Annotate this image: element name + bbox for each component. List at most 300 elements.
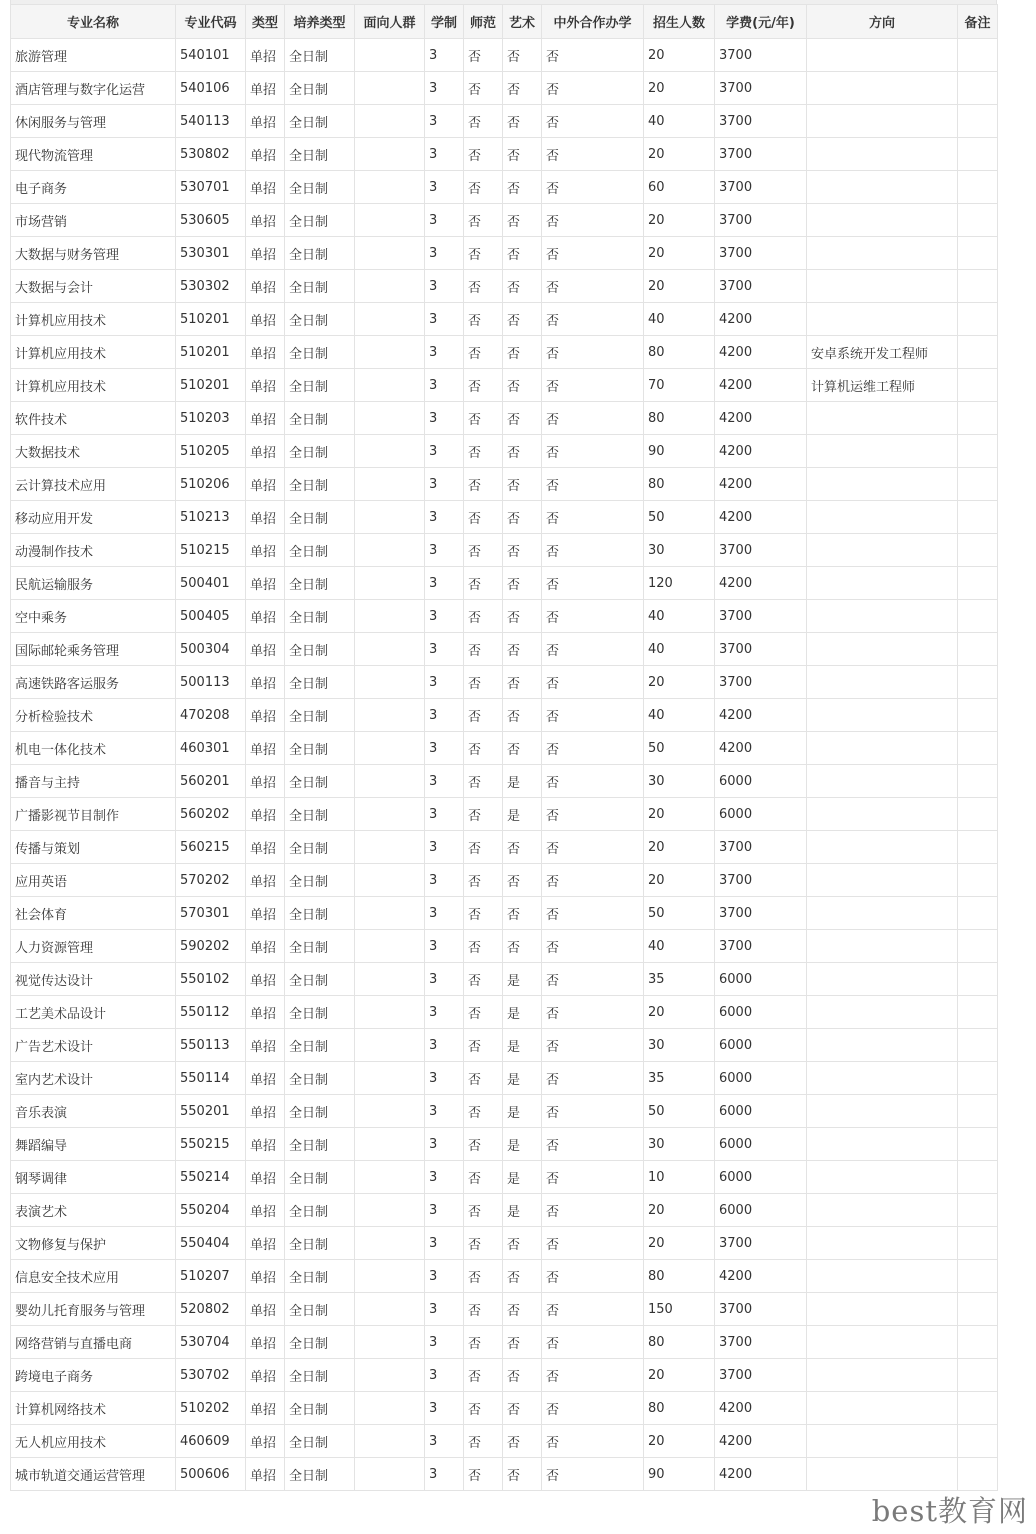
cell-study-mode: 全日制 — [285, 435, 355, 468]
cell-duration: 3 — [425, 1392, 464, 1425]
cell-major-code: 550114 — [176, 1062, 246, 1095]
cell-normal: 否 — [464, 633, 503, 666]
header-enrollment: 招生人数 — [644, 5, 715, 39]
cell-major-name: 移动应用开发 — [11, 501, 176, 534]
cell-type: 单招 — [246, 699, 285, 732]
cell-target-group — [355, 1062, 425, 1095]
cell-duration: 3 — [425, 963, 464, 996]
cell-sino-foreign: 否 — [542, 666, 644, 699]
table-row — [11, 138, 998, 171]
cell-direction — [807, 501, 958, 534]
cell-tuition: 3700 — [715, 633, 807, 666]
cell-art: 否 — [503, 1293, 542, 1326]
header-type: 类型 — [246, 5, 285, 39]
table-row — [11, 666, 998, 699]
cell-type: 单招 — [246, 402, 285, 435]
cell-tuition: 4200 — [715, 435, 807, 468]
cell-direction — [807, 633, 958, 666]
cell-target-group — [355, 963, 425, 996]
cell-target-group — [355, 897, 425, 930]
cell-major-code: 530802 — [176, 138, 246, 171]
cell-major-code: 590202 — [176, 930, 246, 963]
cell-study-mode: 全日制 — [285, 1425, 355, 1458]
cell-sino-foreign: 否 — [542, 1392, 644, 1425]
cell-duration: 3 — [425, 1095, 464, 1128]
cell-type: 单招 — [246, 600, 285, 633]
cell-normal: 否 — [464, 567, 503, 600]
cell-tuition: 6000 — [715, 1161, 807, 1194]
cell-direction — [807, 72, 958, 105]
cell-remarks — [958, 1326, 998, 1359]
header-remarks: 备注 — [958, 5, 998, 39]
cell-enrollment: 30 — [644, 534, 715, 567]
cell-normal: 否 — [464, 336, 503, 369]
table-row — [11, 600, 998, 633]
table-row — [11, 1227, 998, 1260]
cell-normal: 否 — [464, 765, 503, 798]
cell-duration: 3 — [425, 666, 464, 699]
cell-target-group — [355, 732, 425, 765]
cell-sino-foreign: 否 — [542, 303, 644, 336]
cell-sino-foreign: 否 — [542, 237, 644, 270]
cell-study-mode: 全日制 — [285, 1062, 355, 1095]
cell-target-group — [355, 1458, 425, 1491]
cell-major-name: 婴幼儿托育服务与管理 — [11, 1293, 176, 1326]
cell-normal: 否 — [464, 501, 503, 534]
cell-art: 否 — [503, 930, 542, 963]
table-row — [11, 831, 998, 864]
cell-target-group — [355, 237, 425, 270]
cell-art: 是 — [503, 1128, 542, 1161]
cell-normal: 否 — [464, 600, 503, 633]
cell-enrollment: 70 — [644, 369, 715, 402]
table-row — [11, 1425, 998, 1458]
cell-major-name: 大数据技术 — [11, 435, 176, 468]
cell-direction — [807, 732, 958, 765]
cell-art: 否 — [503, 435, 542, 468]
cell-tuition: 3700 — [715, 138, 807, 171]
table-row — [11, 1029, 998, 1062]
cell-remarks — [958, 270, 998, 303]
cell-study-mode: 全日制 — [285, 765, 355, 798]
cell-direction — [807, 1326, 958, 1359]
cell-direction — [807, 402, 958, 435]
cell-major-code: 530301 — [176, 237, 246, 270]
table-row — [11, 699, 998, 732]
cell-type: 单招 — [246, 501, 285, 534]
cell-art: 否 — [503, 831, 542, 864]
cell-normal: 否 — [464, 1227, 503, 1260]
cell-type: 单招 — [246, 1425, 285, 1458]
cell-normal: 否 — [464, 963, 503, 996]
cell-normal: 否 — [464, 171, 503, 204]
cell-remarks — [958, 171, 998, 204]
cell-tuition: 4200 — [715, 732, 807, 765]
cell-normal: 否 — [464, 996, 503, 1029]
cell-duration: 3 — [425, 600, 464, 633]
cell-remarks — [958, 1458, 998, 1491]
cell-type: 单招 — [246, 897, 285, 930]
cell-study-mode: 全日制 — [285, 567, 355, 600]
cell-sino-foreign: 否 — [542, 1029, 644, 1062]
cell-duration: 3 — [425, 996, 464, 1029]
cell-sino-foreign: 否 — [542, 1095, 644, 1128]
cell-normal: 否 — [464, 435, 503, 468]
cell-normal: 否 — [464, 930, 503, 963]
cell-enrollment: 80 — [644, 468, 715, 501]
table-header — [11, 5, 998, 39]
cell-enrollment: 150 — [644, 1293, 715, 1326]
cell-tuition: 3700 — [715, 831, 807, 864]
cell-tuition: 3700 — [715, 1227, 807, 1260]
cell-study-mode: 全日制 — [285, 633, 355, 666]
cell-major-name: 广告艺术设计 — [11, 1029, 176, 1062]
cell-normal: 否 — [464, 468, 503, 501]
table-row — [11, 336, 998, 369]
cell-tuition: 4200 — [715, 1458, 807, 1491]
table-row — [11, 1359, 998, 1392]
cell-target-group — [355, 1161, 425, 1194]
cell-direction — [807, 171, 958, 204]
cell-major-code: 500606 — [176, 1458, 246, 1491]
table-row — [11, 303, 998, 336]
cell-major-name: 酒店管理与数字化运营 — [11, 72, 176, 105]
cell-type: 单招 — [246, 1458, 285, 1491]
cell-duration: 3 — [425, 1227, 464, 1260]
cell-duration: 3 — [425, 567, 464, 600]
cell-sino-foreign: 否 — [542, 534, 644, 567]
table-row — [11, 237, 998, 270]
table-row — [11, 798, 998, 831]
cell-direction — [807, 435, 958, 468]
cell-study-mode: 全日制 — [285, 1260, 355, 1293]
table-row — [11, 864, 998, 897]
cell-tuition: 3700 — [715, 1293, 807, 1326]
cell-duration: 3 — [425, 138, 464, 171]
cell-type: 单招 — [246, 666, 285, 699]
cell-major-code: 510201 — [176, 369, 246, 402]
cell-duration: 3 — [425, 501, 464, 534]
cell-study-mode: 全日制 — [285, 303, 355, 336]
cell-remarks — [958, 39, 998, 72]
cell-enrollment: 20 — [644, 72, 715, 105]
cell-sino-foreign: 否 — [542, 567, 644, 600]
cell-target-group — [355, 1260, 425, 1293]
cell-direction — [807, 1062, 958, 1095]
cell-target-group — [355, 39, 425, 72]
cell-study-mode: 全日制 — [285, 105, 355, 138]
table-row — [11, 1260, 998, 1293]
cell-major-code: 510201 — [176, 336, 246, 369]
cell-tuition: 6000 — [715, 798, 807, 831]
cell-target-group — [355, 1194, 425, 1227]
cell-major-name: 信息安全技术应用 — [11, 1260, 176, 1293]
cell-direction — [807, 534, 958, 567]
table-row — [11, 1128, 998, 1161]
cell-type: 单招 — [246, 303, 285, 336]
cell-normal: 否 — [464, 1128, 503, 1161]
cell-type: 单招 — [246, 369, 285, 402]
cell-remarks — [958, 996, 998, 1029]
cell-sino-foreign: 否 — [542, 39, 644, 72]
cell-tuition: 6000 — [715, 1062, 807, 1095]
cell-normal: 否 — [464, 534, 503, 567]
cell-major-code: 540106 — [176, 72, 246, 105]
cell-direction — [807, 699, 958, 732]
cell-major-code: 560215 — [176, 831, 246, 864]
cell-major-name: 文物修复与保护 — [11, 1227, 176, 1260]
cell-target-group — [355, 72, 425, 105]
cell-remarks — [958, 1095, 998, 1128]
cell-target-group — [355, 468, 425, 501]
cell-enrollment: 20 — [644, 1227, 715, 1260]
cell-direction — [807, 1359, 958, 1392]
cell-major-code: 530704 — [176, 1326, 246, 1359]
cell-remarks — [958, 1425, 998, 1458]
cell-remarks — [958, 930, 998, 963]
cell-enrollment: 60 — [644, 171, 715, 204]
cell-normal: 否 — [464, 204, 503, 237]
cell-sino-foreign: 否 — [542, 1458, 644, 1491]
cell-tuition: 3700 — [715, 39, 807, 72]
cell-duration: 3 — [425, 39, 464, 72]
table-row — [11, 72, 998, 105]
cell-art: 否 — [503, 666, 542, 699]
cell-major-code: 510213 — [176, 501, 246, 534]
cell-duration: 3 — [425, 369, 464, 402]
cell-study-mode: 全日制 — [285, 930, 355, 963]
cell-major-name: 动漫制作技术 — [11, 534, 176, 567]
cell-study-mode: 全日制 — [285, 996, 355, 1029]
cell-art: 否 — [503, 270, 542, 303]
cell-major-code: 550204 — [176, 1194, 246, 1227]
cell-major-code: 560202 — [176, 798, 246, 831]
cell-art: 否 — [503, 303, 542, 336]
cell-type: 单招 — [246, 1293, 285, 1326]
cell-major-code: 550215 — [176, 1128, 246, 1161]
cell-target-group — [355, 1326, 425, 1359]
cell-major-name: 计算机应用技术 — [11, 336, 176, 369]
cell-study-mode: 全日制 — [285, 1227, 355, 1260]
cell-remarks — [958, 567, 998, 600]
cell-type: 单招 — [246, 237, 285, 270]
cell-direction — [807, 1458, 958, 1491]
cell-duration: 3 — [425, 72, 464, 105]
cell-remarks — [958, 1029, 998, 1062]
cell-art: 是 — [503, 1062, 542, 1095]
cell-duration: 3 — [425, 204, 464, 237]
cell-major-code: 530701 — [176, 171, 246, 204]
cell-type: 单招 — [246, 171, 285, 204]
cell-direction — [807, 864, 958, 897]
cell-target-group — [355, 1128, 425, 1161]
table-row — [11, 534, 998, 567]
cell-direction — [807, 963, 958, 996]
cell-enrollment: 20 — [644, 138, 715, 171]
cell-major-code: 530605 — [176, 204, 246, 237]
cell-remarks — [958, 1128, 998, 1161]
header-study-mode: 培养类型 — [285, 5, 355, 39]
cell-remarks — [958, 1359, 998, 1392]
cell-tuition: 3700 — [715, 171, 807, 204]
cell-duration: 3 — [425, 798, 464, 831]
cell-tuition: 3700 — [715, 105, 807, 138]
cell-major-name: 旅游管理 — [11, 39, 176, 72]
cell-target-group — [355, 699, 425, 732]
table-row — [11, 369, 998, 402]
cell-tuition: 3700 — [715, 1359, 807, 1392]
cell-major-code: 550112 — [176, 996, 246, 1029]
table-row — [11, 765, 998, 798]
cell-enrollment: 40 — [644, 303, 715, 336]
table-row — [11, 39, 998, 72]
cell-tuition: 4200 — [715, 1260, 807, 1293]
cell-target-group — [355, 633, 425, 666]
cell-major-name: 民航运输服务 — [11, 567, 176, 600]
cell-duration: 3 — [425, 468, 464, 501]
cell-art: 否 — [503, 600, 542, 633]
cell-target-group — [355, 864, 425, 897]
cell-art: 否 — [503, 1227, 542, 1260]
cell-duration: 3 — [425, 633, 464, 666]
cell-major-code: 460301 — [176, 732, 246, 765]
cell-study-mode: 全日制 — [285, 402, 355, 435]
cell-major-name: 软件技术 — [11, 402, 176, 435]
cell-major-code: 520802 — [176, 1293, 246, 1326]
cell-normal: 否 — [464, 1161, 503, 1194]
cell-type: 单招 — [246, 1161, 285, 1194]
table-row — [11, 501, 998, 534]
cell-sino-foreign: 否 — [542, 1161, 644, 1194]
cell-major-code: 530302 — [176, 270, 246, 303]
cell-major-name: 休闲服务与管理 — [11, 105, 176, 138]
cell-target-group — [355, 336, 425, 369]
cell-study-mode: 全日制 — [285, 534, 355, 567]
cell-remarks — [958, 402, 998, 435]
cell-enrollment: 50 — [644, 897, 715, 930]
cell-type: 单招 — [246, 468, 285, 501]
cell-art: 否 — [503, 204, 542, 237]
cell-tuition: 4200 — [715, 369, 807, 402]
cell-major-name: 分析检验技术 — [11, 699, 176, 732]
cell-normal: 否 — [464, 831, 503, 864]
cell-sino-foreign: 否 — [542, 864, 644, 897]
cell-duration: 3 — [425, 1161, 464, 1194]
cell-normal: 否 — [464, 39, 503, 72]
cell-normal: 否 — [464, 864, 503, 897]
cell-sino-foreign: 否 — [542, 1062, 644, 1095]
cell-duration: 3 — [425, 237, 464, 270]
cell-type: 单招 — [246, 930, 285, 963]
cell-major-code: 510215 — [176, 534, 246, 567]
cell-study-mode: 全日制 — [285, 831, 355, 864]
cell-art: 否 — [503, 171, 542, 204]
cell-art: 是 — [503, 765, 542, 798]
cell-sino-foreign: 否 — [542, 765, 644, 798]
table-row — [11, 1293, 998, 1326]
cell-normal: 否 — [464, 1392, 503, 1425]
cell-remarks — [958, 336, 998, 369]
cell-major-code: 470208 — [176, 699, 246, 732]
cell-remarks — [958, 600, 998, 633]
cell-enrollment: 20 — [644, 270, 715, 303]
cell-direction — [807, 765, 958, 798]
table-row — [11, 963, 998, 996]
cell-type: 单招 — [246, 1194, 285, 1227]
cell-sino-foreign: 否 — [542, 336, 644, 369]
table-row — [11, 1095, 998, 1128]
cell-direction — [807, 1095, 958, 1128]
cell-study-mode: 全日制 — [285, 897, 355, 930]
cell-tuition: 4200 — [715, 1392, 807, 1425]
cell-enrollment: 40 — [644, 930, 715, 963]
enrollment-table — [10, 4, 998, 1491]
cell-duration: 3 — [425, 864, 464, 897]
cell-enrollment: 120 — [644, 567, 715, 600]
cell-major-code: 550214 — [176, 1161, 246, 1194]
cell-remarks — [958, 798, 998, 831]
cell-major-name: 应用英语 — [11, 864, 176, 897]
cell-direction — [807, 1425, 958, 1458]
cell-target-group — [355, 303, 425, 336]
cell-remarks — [958, 1260, 998, 1293]
table-row — [11, 468, 998, 501]
cell-duration: 3 — [425, 303, 464, 336]
cell-enrollment: 50 — [644, 1095, 715, 1128]
cell-type: 单招 — [246, 1029, 285, 1062]
cell-major-name: 城市轨道交通运营管理 — [11, 1458, 176, 1491]
cell-normal: 否 — [464, 303, 503, 336]
cell-direction — [807, 1392, 958, 1425]
cell-remarks — [958, 237, 998, 270]
cell-art: 否 — [503, 336, 542, 369]
cell-study-mode: 全日制 — [285, 1194, 355, 1227]
cell-study-mode: 全日制 — [285, 1293, 355, 1326]
cell-major-name: 空中乘务 — [11, 600, 176, 633]
cell-normal: 否 — [464, 699, 503, 732]
cell-remarks — [958, 1194, 998, 1227]
cell-remarks — [958, 699, 998, 732]
cell-study-mode: 全日制 — [285, 600, 355, 633]
cell-direction — [807, 237, 958, 270]
cell-study-mode: 全日制 — [285, 72, 355, 105]
cell-type: 单招 — [246, 732, 285, 765]
cell-sino-foreign: 否 — [542, 105, 644, 138]
cell-sino-foreign: 否 — [542, 435, 644, 468]
cell-study-mode: 全日制 — [285, 1161, 355, 1194]
cell-remarks — [958, 72, 998, 105]
cell-type: 单招 — [246, 72, 285, 105]
cell-target-group — [355, 567, 425, 600]
cell-major-name: 计算机应用技术 — [11, 369, 176, 402]
cell-major-code: 570301 — [176, 897, 246, 930]
cell-type: 单招 — [246, 1359, 285, 1392]
cell-target-group — [355, 171, 425, 204]
table-body — [11, 39, 998, 1491]
cell-major-code: 570202 — [176, 864, 246, 897]
table-row — [11, 105, 998, 138]
cell-major-code: 500405 — [176, 600, 246, 633]
cell-remarks — [958, 633, 998, 666]
cell-duration: 3 — [425, 732, 464, 765]
cell-target-group — [355, 1293, 425, 1326]
cell-art: 否 — [503, 369, 542, 402]
cell-art: 否 — [503, 468, 542, 501]
cell-direction — [807, 1161, 958, 1194]
cell-study-mode: 全日制 — [285, 138, 355, 171]
cell-direction — [807, 798, 958, 831]
cell-tuition: 6000 — [715, 1128, 807, 1161]
